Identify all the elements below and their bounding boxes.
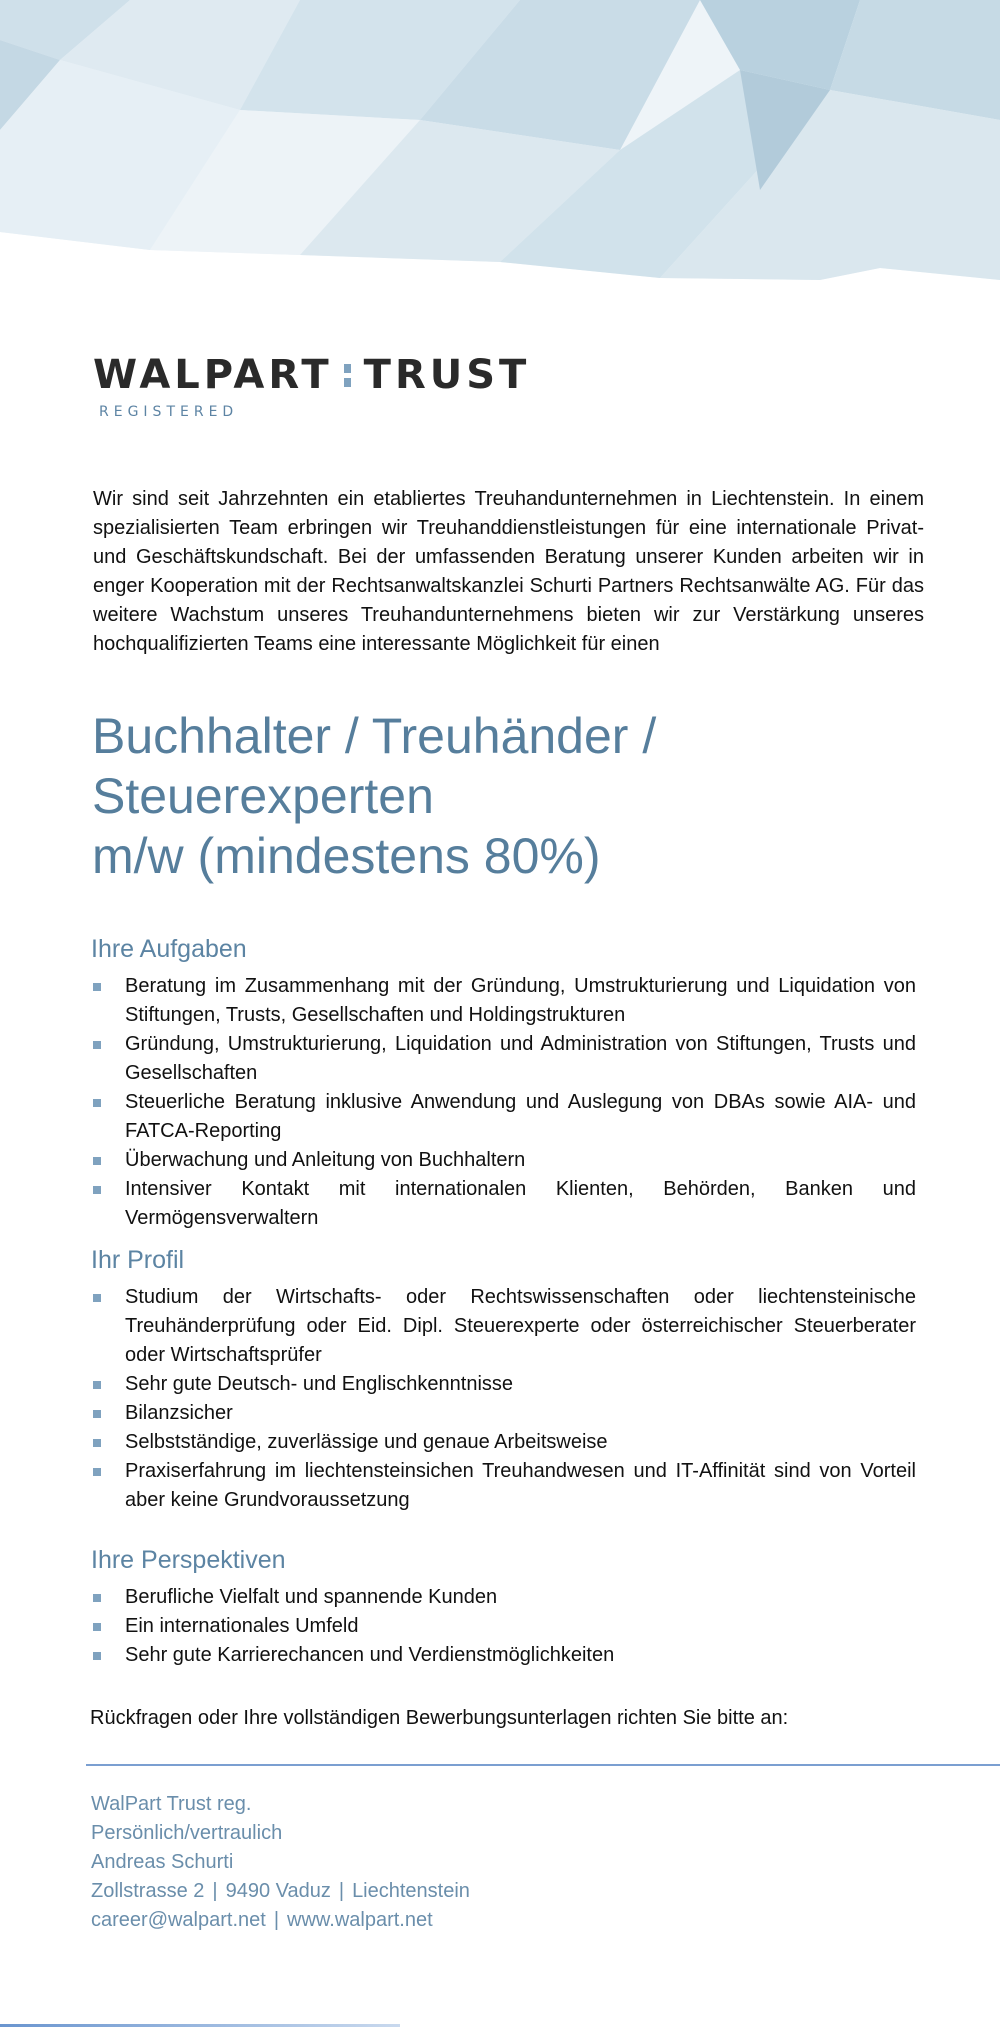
contact-prompt: Rückfragen oder Ihre vollständigen Bewerbungsunterlagen richten Sie bitte an: [90, 1707, 789, 1729]
section-title: Ihre Perspektiven [91, 1546, 286, 1574]
section-title: Ihr Profil [91, 1246, 185, 1274]
address-city: 9490 Vaduz [225, 1880, 331, 1902]
list-item: Berufliche Vielfalt und spannende Kunden [91, 1583, 916, 1612]
job-title-line-3: m/w (mindestens 80%) [92, 828, 601, 884]
list-item: Beratung im Zusammenhang mit der Gründung, Umstrukturierung und Liquidation von Stiftungen, Trusts, Gesellschaften und Holdingstrukturen [91, 972, 916, 1030]
list-item: Überwachung und Anleitung von Buchhaltern [91, 1146, 916, 1175]
section-profile [91, 1243, 916, 1515]
address-online [91, 1906, 470, 1935]
job-title-line-2: Steuerexperten [92, 768, 434, 824]
list-item: Steuerliche Beratung inklusive Anwendung und Auslegung von DBAs sowie AIA- und FATCA-Reporting [91, 1088, 916, 1146]
square-bullet-icon [93, 1594, 101, 1602]
address-note: Persönlich/vertraulich [91, 1822, 283, 1844]
list-item: Sehr gute Karrierechancen und Verdienstmöglichkeiten [91, 1641, 916, 1670]
address-country: Liechtenstein [352, 1880, 470, 1902]
square-bullet-icon [93, 1294, 101, 1302]
address-company: WalPart Trust reg. [91, 1793, 252, 1815]
address-person: Andreas Schurti [91, 1851, 234, 1873]
list-item: Gründung, Umstrukturierung, Liquidation und Administration von Stiftungen, Trusts und Gesellschaften [91, 1030, 916, 1088]
section-title: Ihre Aufgaben [91, 935, 247, 963]
square-bullet-icon [93, 1041, 101, 1049]
logo-separator-icon [344, 364, 351, 387]
square-bullet-icon [93, 1468, 101, 1476]
bullet-list [91, 1583, 916, 1670]
list-item: Praxiserfahrung im liechtensteinsichen Treuhandwesen und IT-Affinität sind von Vorteil aber keine Grundvoraussetzung [91, 1457, 916, 1515]
polygon-header-background [0, 0, 1000, 290]
company-logo [93, 352, 530, 420]
list-item: Selbstständige, zuverlässige und genaue Arbeitsweise [91, 1428, 916, 1457]
bullet-list [91, 972, 916, 1233]
square-bullet-icon [93, 1381, 101, 1389]
square-bullet-icon [93, 1439, 101, 1447]
list-item: Intensiver Kontakt mit internationalen Klienten, Behörden, Banken und Vermögensverwaltern [91, 1175, 916, 1233]
divider-line [86, 1764, 1000, 1766]
section-tasks [91, 932, 916, 1233]
list-item: Sehr gute Deutsch- und Englischkenntnisse [91, 1370, 916, 1399]
square-bullet-icon [93, 1652, 101, 1660]
job-title [92, 706, 952, 886]
contact-address [91, 1790, 470, 1935]
email-link[interactable]: career@walpart.net [91, 1909, 266, 1931]
list-item: Ein internationales Umfeld [91, 1612, 916, 1641]
list-item: Studium der Wirtschafts- oder Rechtswissenschaften oder liechtensteinische Treuhänderprüfung oder Eid. Dipl. Steuerexperte oder österreichischer Steuerberater oder Wirtschaftsprüfer [91, 1283, 916, 1370]
separator: | [273, 1909, 280, 1931]
square-bullet-icon [93, 1157, 101, 1165]
website-link[interactable]: www.walpart.net [287, 1909, 433, 1931]
square-bullet-icon [93, 1099, 101, 1107]
separator: | [338, 1880, 345, 1902]
address-location [91, 1877, 470, 1906]
section-perspectives [91, 1543, 916, 1670]
footer-accent-line [0, 2024, 400, 2027]
logo-wordmark [93, 352, 530, 398]
intro-paragraph: Wir sind seit Jahrzehnten ein etabliertes Treuhandunternehmen in Liechtenstein. In einem spezialisierten Team erbringen wir Treuhanddienstleistungen für eine internationale Privat- und Geschäftskundschaft. Bei der umfassenden Beratung unserer Kunden arbeiten wir in enger Kooperation mit der Rechtsanwaltskanzlei Schurti Partners Rechtsanwälte AG. Für das weitere Wachstum unseres Treuhandunternehmens bieten wir zur Verstärkung unseres hochqualifizierten Teams eine interessante Möglichkeit für einen [93, 488, 924, 655]
square-bullet-icon [93, 1186, 101, 1194]
separator: | [212, 1880, 218, 1902]
logo-name-right: TRUST [363, 352, 531, 398]
square-bullet-icon [93, 1410, 101, 1418]
square-bullet-icon [93, 983, 101, 991]
job-title-line-1: Buchhalter / Treuhänder / [92, 708, 657, 764]
address-street: Zollstrasse 2 [91, 1880, 205, 1902]
square-bullet-icon [93, 1623, 101, 1631]
logo-name-left: WALPART [93, 352, 333, 398]
bullet-list [91, 1283, 916, 1515]
list-item: Bilanzsicher [91, 1399, 916, 1428]
logo-tagline: REGISTERED [99, 404, 239, 420]
